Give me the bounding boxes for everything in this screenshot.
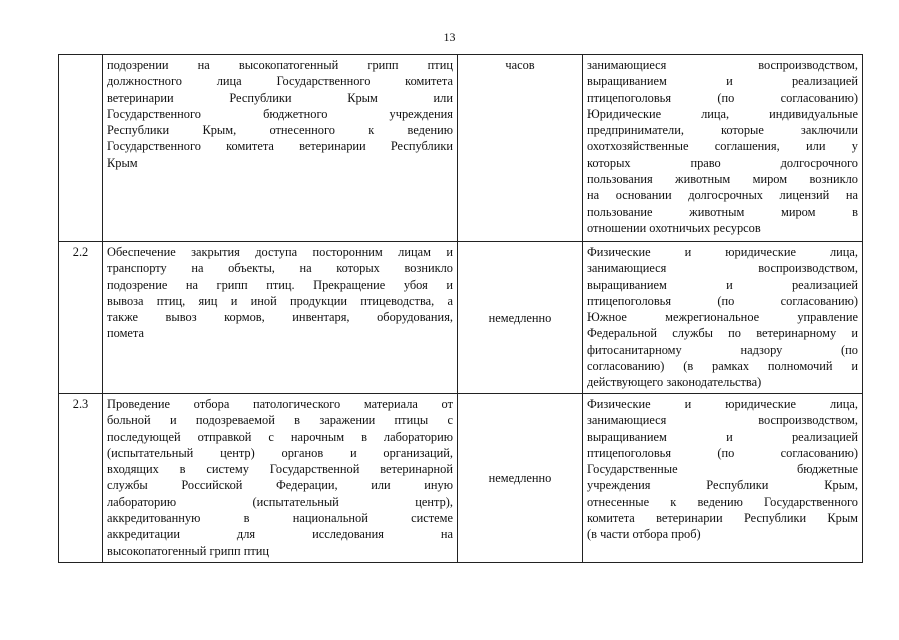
text-line: которых право долгосрочного: [587, 155, 858, 170]
text-line: помета: [107, 326, 144, 341]
text-line: (испытательный центр) органов и организаций,: [107, 445, 453, 460]
term-cell: часов: [458, 55, 583, 242]
table-row: [59, 55, 863, 242]
text-line: Государственного бюджетного учреждения: [107, 106, 453, 121]
text-line: Южное межрегиональное управление: [587, 310, 858, 325]
text-line: Обеспечение закрытия доступа посторонним лицам и: [107, 245, 453, 259]
text-line: вывоза птиц, яиц и иной продукции птицеводства, а: [107, 293, 453, 308]
text-line: птицепоголовья (по согласованию): [587, 90, 858, 105]
text-line: выращиванием и реализацией: [587, 277, 858, 292]
row-number-cell: 2.2: [59, 242, 103, 394]
text-line: Федеральной службы по ветеринарному и: [587, 326, 858, 341]
action-cell: [103, 394, 458, 563]
text-line: входящих в систему Государственной ветеринарной: [107, 462, 453, 477]
text-line: занимающиеся воспроизводством,: [587, 261, 858, 276]
text-line: Физические и юридические лица,: [587, 397, 858, 411]
text-line: птицепоголовья (по согласованию): [587, 293, 858, 308]
text-line: службы Российской Федерации, или иную: [107, 478, 453, 493]
text-line: действующего законодательства): [587, 375, 762, 390]
action-cell: [103, 55, 458, 242]
text-line: птицепоголовья (по согласованию): [587, 445, 858, 460]
text-line: отнесенные к ведению Государственного: [587, 494, 858, 509]
text-line: Проведение отбора патологического материала от: [107, 397, 453, 411]
row-number-cell: [59, 55, 103, 242]
text-line: пользование животным миром в: [587, 204, 858, 219]
text-line: выращиванием и реализацией: [587, 74, 858, 89]
term-cell: немедленно: [458, 394, 583, 563]
text-line: лабораторию (испытательный центр),: [107, 494, 453, 509]
text-line: высокопатогенный грипп птиц: [107, 543, 270, 558]
responsible-cell: [583, 55, 863, 242]
text-line: подозрение на грипп птиц. Прекращение убоя и: [107, 277, 453, 292]
text-line: должностного лица Государственного комитета: [107, 74, 453, 89]
text-line: последующей отправкой с нарочным в лабораторию: [107, 429, 453, 444]
text-line: предприниматели, которые заключили: [587, 123, 858, 138]
text-line: подозрении на высокопатогенный грипп птиц: [107, 58, 453, 72]
text-line: фитосанитарному надзору (по: [587, 342, 858, 357]
text-line: Республики Крым, отнесенного к ведению: [107, 123, 453, 138]
text-line: аккредитации для исследования на: [107, 527, 453, 542]
measures-table: [58, 54, 863, 563]
text-line: учреждения Республики Крым,: [587, 478, 858, 493]
text-line: (в части отбора проб): [587, 527, 701, 542]
table-row: [59, 394, 863, 563]
text-line: занимающиеся воспроизводством,: [587, 58, 858, 72]
text-line: аккредитованную в национальной системе: [107, 511, 453, 526]
text-line: Крым: [107, 155, 138, 170]
text-line: Государственного комитета ветеринарии Республики: [107, 139, 453, 154]
text-line: выращиванием и реализацией: [587, 429, 858, 444]
text-line: Физические и юридические лица,: [587, 245, 858, 259]
term-cell: немедленно: [458, 242, 583, 394]
text-line: также вывоз кормов, инвентаря, оборудования,: [107, 310, 453, 325]
action-cell: [103, 242, 458, 394]
page-number: 13: [443, 30, 456, 44]
text-line: больной и подозреваемой в заражении птицы с: [107, 413, 453, 428]
text-line: согласованию) (в рамках полномочий и: [587, 359, 858, 374]
text-line: пользования животным миром возникло: [587, 172, 858, 187]
text-line: занимающиеся воспроизводством,: [587, 413, 858, 428]
text-line: транспорту на объекты, на которых возникло: [107, 261, 453, 276]
table-row: [59, 242, 863, 394]
text-line: отношении охотничьих ресурсов: [587, 220, 761, 235]
text-line: на основании долгосрочных лицензий на: [587, 188, 858, 203]
text-line: охотхозяйственные соглашения, или у: [587, 139, 858, 154]
row-number-cell: 2.3: [59, 394, 103, 563]
text-line: Юридические лица, индивидуальные: [587, 106, 858, 121]
responsible-cell: [583, 242, 863, 394]
text-line: комитета ветеринарии Республики Крым: [587, 511, 858, 526]
text-line: ветеринарии Республики Крым или: [107, 90, 453, 105]
responsible-cell: [583, 394, 863, 563]
text-line: Государственные бюджетные: [587, 462, 858, 477]
